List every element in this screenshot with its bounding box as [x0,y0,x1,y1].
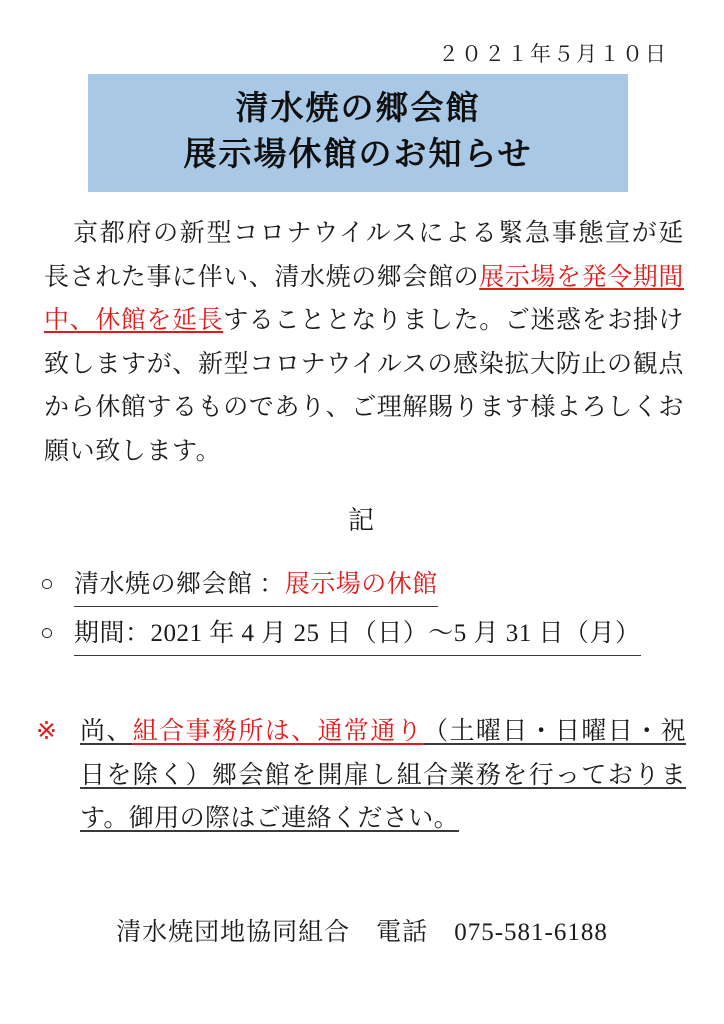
document-date: ２０２１年５月１０日 [438,42,668,66]
body-segment-2: することとなりました。ご迷惑をお掛け致しますが、新型コロナウイルスの感染拡大防止の観点から休館するものであり、ご理解賜ります様よろしくお願い致します。 [44,307,685,465]
body-highlight: 展示場を発令期間中、休館を延長 [44,263,685,334]
list-item-content [74,566,438,607]
note-segment-1: 尚、 [80,718,133,745]
note-text [80,710,686,841]
footer [0,912,724,948]
title-line-2: 展示場休館のお知らせ [183,137,533,173]
organization-name: 清水焼団地協同組合 [116,919,351,946]
note-highlight: 組合事務所は、通常通り [132,718,424,745]
phone-number: 075-581-6188 [454,919,608,946]
list-item [40,566,700,607]
title-line-1: 清水焼の郷会館 [235,91,481,128]
phone-label: 電話 [376,919,429,946]
note-segment-2: （土曜日・日曜日・祝日を除く）郷会館を開扉し組合業務を行っております。御用の際はご連絡ください。 [80,718,686,832]
circle-bullet-icon: ○ [40,571,55,596]
item-list [40,566,700,664]
circle-bullet-icon: ○ [40,619,55,645]
body-segment-1: 京都府の新型コロナウイルスによる緊急事態宣が延長された事に伴い、清水焼の郷会館の [44,220,684,291]
list-item-label: 期間：2021 年 4 月 25 日（日）〜5 月 31 日（月） [74,619,641,647]
list-item-value: 展示場の休館 [284,571,438,598]
list-item-content [74,615,641,656]
list-item-label: 清水焼の郷会館 ： [74,571,285,598]
note-block [36,710,686,841]
title-banner [88,74,628,192]
asterisk-mark-icon: ※ [36,718,58,745]
list-item [40,615,700,656]
ki-mark: 記 [347,506,376,535]
body-paragraph [44,212,684,473]
